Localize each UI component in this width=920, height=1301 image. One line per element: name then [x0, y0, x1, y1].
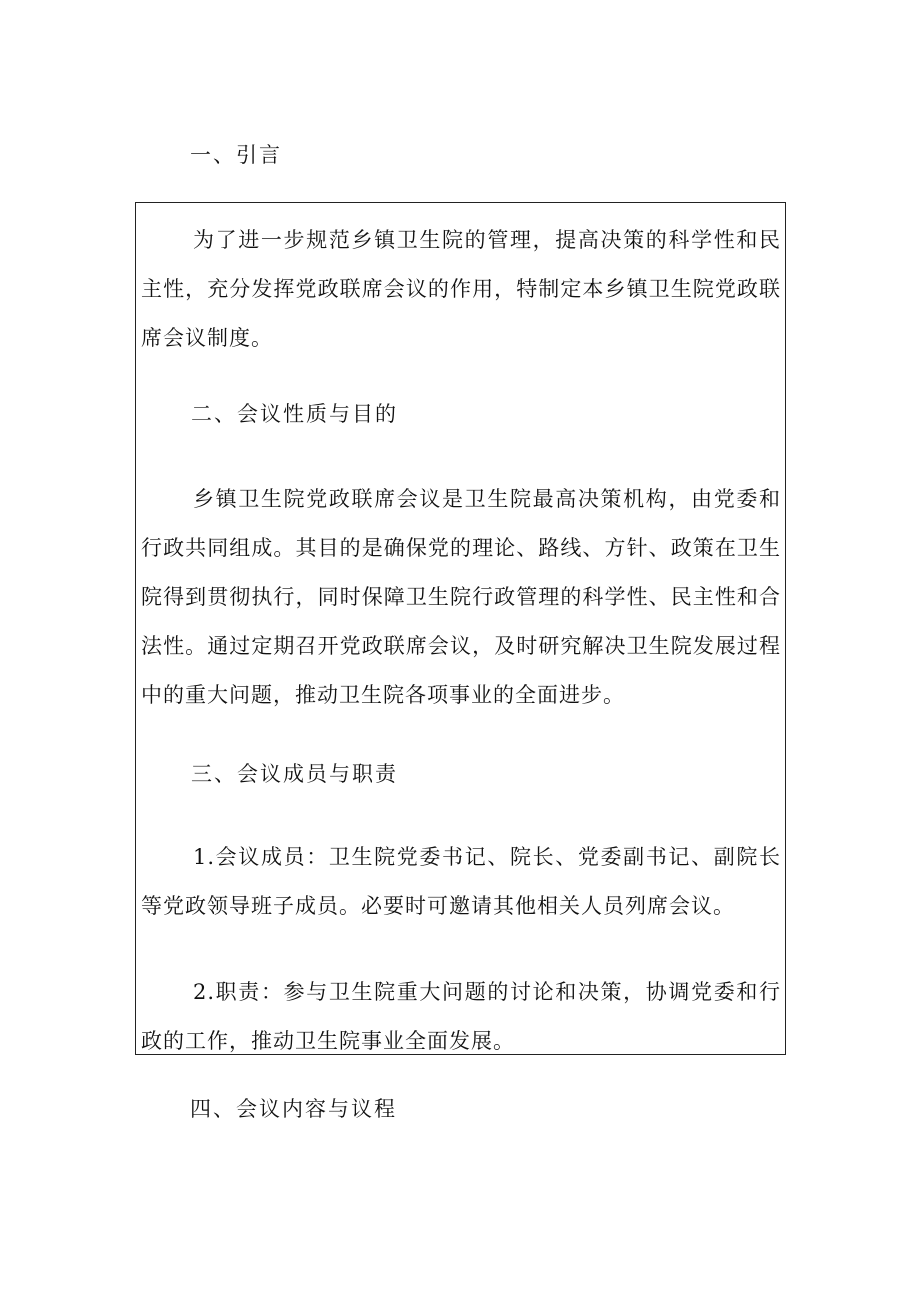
section-heading-nature: 二、会议性质与目的 — [191, 402, 398, 426]
duties-paragraph: 2.职责：参与卫生院重大问题的讨论和决策，协调党委和行政的工作，推动卫生院事业全面发展。 — [141, 980, 781, 1053]
section-heading-members: 三、会议成员与职责 — [191, 762, 398, 786]
members-paragraph: 1.会议成员：卫生院党委书记、院长、党委副书记、副院长等党政领导班子成员。必要时可邀请其他相关人员列席会议。 — [141, 845, 781, 918]
section-heading-intro: 一、引言 — [190, 143, 282, 167]
section-heading-agenda: 四、会议内容与议程 — [190, 1097, 397, 1121]
nature-paragraph: 乡镇卫生院党政联席会议是卫生院最高决策机构，由党委和行政共同组成。其目的是确保党的理论、路线、方针、政策在卫生院得到贯彻执行，同时保障卫生院行政管理的科学性、民主性和合法性。通过定期召开党政联席会议，及时研究解决卫生院发展过程中的重大问题，推动卫生院各项事业的全面进步。 — [141, 487, 781, 707]
intro-paragraph: 为了进一步规范乡镇卫生院的管理，提高决策的科学性和民主性，充分发挥党政联席会议的作用，特制定本乡镇卫生院党政联席会议制度。 — [141, 228, 781, 350]
content-frame — [135, 202, 786, 1055]
